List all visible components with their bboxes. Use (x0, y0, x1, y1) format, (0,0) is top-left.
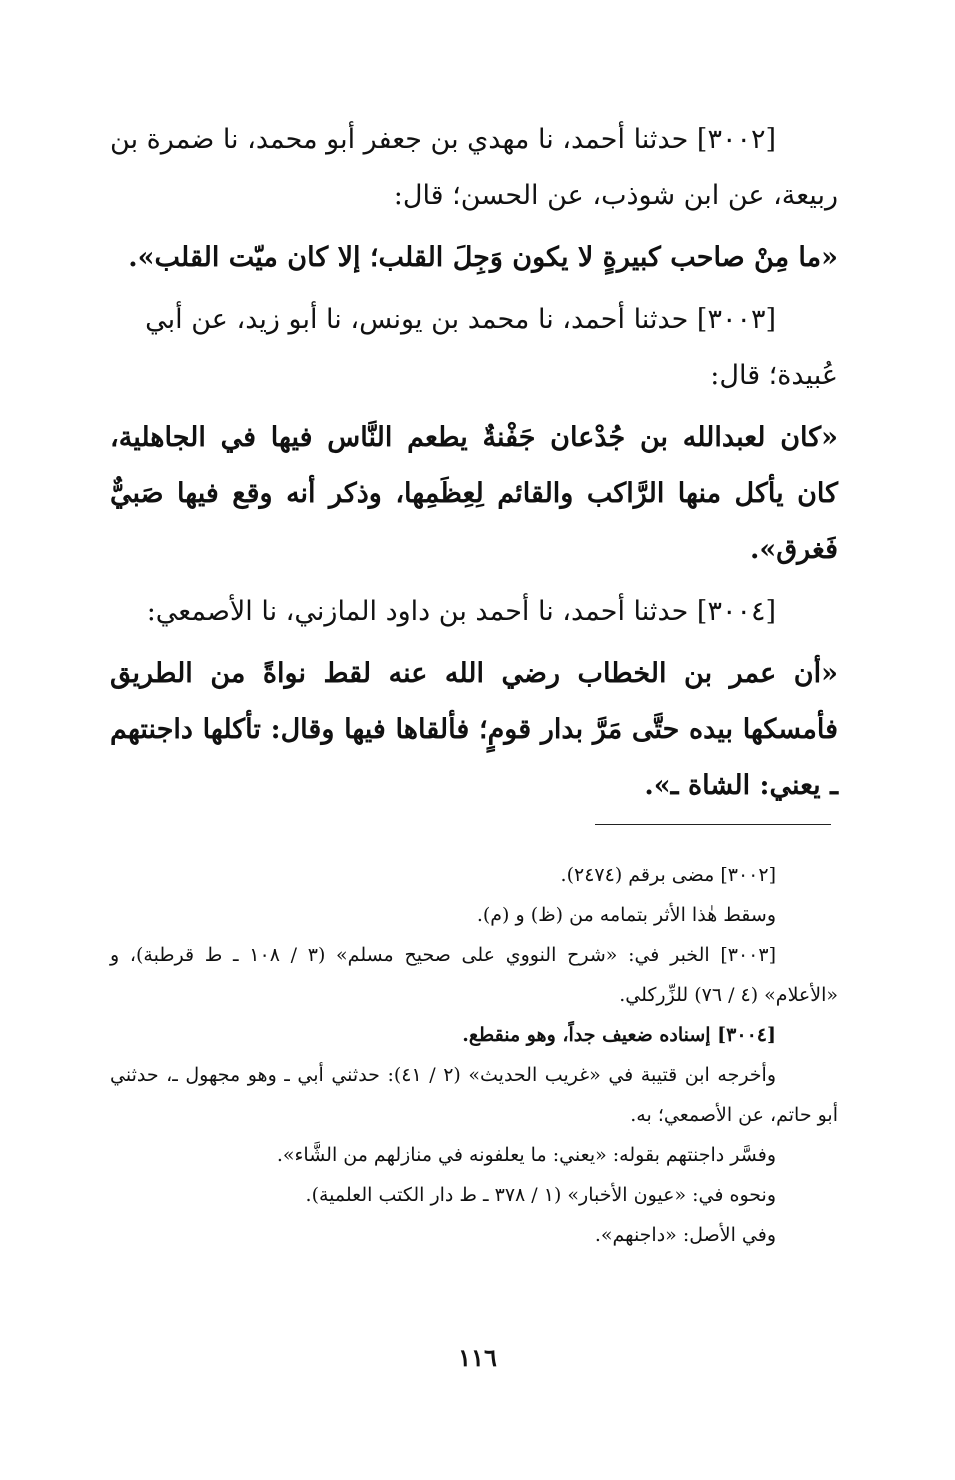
hadith-3003-intro: [٣٠٠٣] حدثنا أحمد، نا محمد بن يونس، نا أبو زيد، عن أبي (145, 304, 776, 335)
hadith-3004-quote: «أن عمر بن الخطاب رضي الله عنه لقط نواةً من الطريق فأمسكها بيده حتَّى مَرَّ بدار قومٍ؛ فألقاها فيها وقال: تأكلها داجنتهم ـ يعني: الشاة ـ». (110, 658, 838, 801)
hadith-3003-intro-cont: عُبيدة؛ قال: (710, 360, 838, 391)
hadith-3003-quote: «كان لعبدالله بن جُدْعان جَفْنةٌ يطعم النَّاس فيها في الجاهلية، كان يأكل منها الرَّاكب والقائم لِعِظَمِها، وذكر أنه وقع فيها صَبيٌّ فَغرق». (110, 422, 838, 565)
footnote-separator (595, 824, 831, 825)
hadith-3002-quote: «ما مِنْ صاحب كبيرةٍ لا يكون وَجِلَ القلب؛ إلا كان ميّت القلب». (128, 242, 838, 273)
hadith-3002-intro-cont: ربيعة، عن ابن شوذب، عن الحسن؛ قال: (393, 180, 838, 211)
footnote-3003: [٣٠٠٣] الخبر في: «شرح النووي على صحيح مسلم» (٣ / ١٠٨ ـ ط قرطبة)، و «الأعلام» (٤ / ٧٦) للزِّركلي. (110, 944, 838, 1006)
footnote-3004: [٣٠٠٤] إسناده ضعيف جداً، وهو منقطع. (462, 1024, 776, 1046)
footnote-3002-note: وسقط هٰذا الأثر بتمامه من (ظ) و (م). (476, 904, 776, 926)
footnote-3004-source: وأخرجه ابن قتيبة في «غريب الحديث» (٢ / ٤١): حدثني أبي ـ وهو مجهول ـ، حدثني أبو حاتم، عن الأصمعي؛ به. (110, 1064, 838, 1126)
footnote-3002: [٣٠٠٢] مضى برقم (٢٤٧٤). (560, 864, 776, 886)
footnote-3004-original: وفي الأصل: «داجنهم». (594, 1224, 776, 1246)
hadith-3004-intro: [٣٠٠٤] حدثنا أحمد، نا أحمد بن داود المازني، نا الأصمعي: (146, 596, 776, 627)
footnote-3004-similar: ونحوه في: «عيون الأخبار» (١ / ٣٧٨ ـ ط دار الكتب العلمية). (305, 1184, 776, 1206)
hadith-3002-intro: [٣٠٠٢] حدثنا أحمد، نا مهدي بن جعفر أبو محمد، نا ضمرة بن (110, 124, 776, 155)
page-number: ١١٦ (458, 1343, 497, 1372)
footnote-3004-explanation: وفسَّر داجنتهم بقوله: «يعني: ما يعلفونه في منازلهم من الشَّاء». (276, 1144, 776, 1166)
footnotes (110, 855, 838, 1255)
main-text (110, 112, 838, 814)
